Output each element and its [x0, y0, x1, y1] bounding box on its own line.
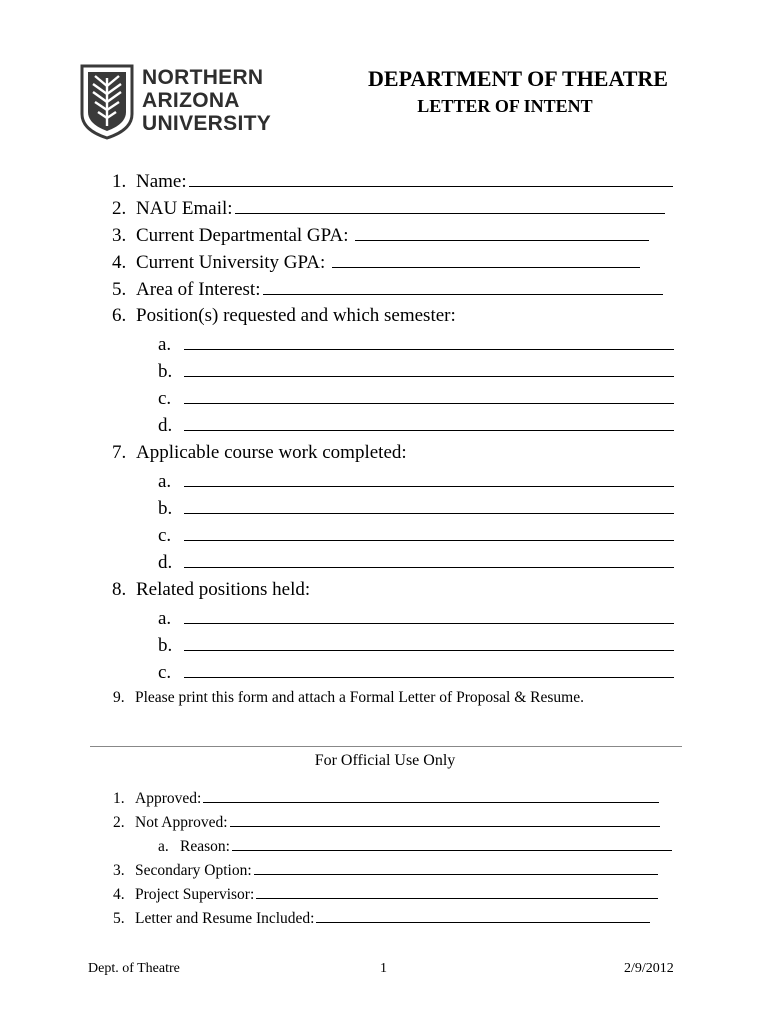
related-line-b: b. — [158, 634, 674, 657]
official-item-approved: 1. Approved: — [113, 789, 659, 808]
related-field-a[interactable] — [184, 607, 674, 624]
positions-field-b[interactable] — [184, 360, 674, 377]
positions-line-b: b. — [158, 360, 674, 383]
nau-logo — [80, 64, 300, 140]
footer-page-number: 1 — [380, 961, 387, 976]
positions-field-d[interactable] — [184, 414, 674, 431]
form-item-coursework: 7. Applicable course work completed: — [112, 442, 407, 463]
official-item-reason: a. Reason: — [158, 837, 672, 856]
related-line-a: a. — [158, 607, 674, 630]
name-field[interactable] — [189, 170, 673, 187]
official-item-secondary: 3. Secondary Option: — [113, 861, 658, 880]
form-item-positions: 6. Position(s) requested and which semester: — [112, 305, 456, 326]
coursework-field-b[interactable] — [184, 497, 674, 514]
form-item-email: 2. NAU Email: — [112, 197, 665, 220]
secondary-option-field[interactable] — [254, 861, 658, 875]
positions-line-c: c. — [158, 387, 674, 410]
official-item-not-approved: 2. Not Approved: — [113, 813, 660, 832]
form-item-name: 1. Name: — [112, 170, 673, 193]
positions-field-a[interactable] — [184, 333, 674, 350]
coursework-line-a: a. — [158, 470, 674, 493]
official-item-supervisor: 4. Project Supervisor: — [113, 885, 658, 904]
nau-wordmark: NORTHERN ARIZONA UNIVERSITY — [142, 66, 272, 135]
positions-field-c[interactable] — [184, 387, 674, 404]
official-item-letter-resume: 5. Letter and Resume Included: — [113, 909, 650, 928]
form-item-univ-gpa: 4. Current University GPA: — [112, 251, 640, 274]
coursework-line-b: b. — [158, 497, 674, 520]
footer-date: 2/9/2012 — [624, 961, 674, 976]
section-divider — [90, 746, 682, 747]
not-approved-field[interactable] — [230, 813, 660, 827]
footer-dept: Dept. of Theatre — [88, 961, 180, 976]
coursework-field-c[interactable] — [184, 524, 674, 541]
related-field-b[interactable] — [184, 634, 674, 651]
related-line-c: c. — [158, 661, 674, 684]
positions-line-a: a. — [158, 333, 674, 356]
related-field-c[interactable] — [184, 661, 674, 678]
nau-shield-icon — [80, 64, 134, 140]
positions-line-d: d. — [158, 414, 674, 437]
official-use-heading: For Official Use Only — [314, 752, 456, 769]
coursework-field-a[interactable] — [184, 470, 674, 487]
approved-field[interactable] — [203, 789, 659, 803]
letter-resume-field[interactable] — [316, 909, 650, 923]
form-item-area: 5. Area of Interest: — [112, 278, 663, 301]
email-field[interactable] — [235, 197, 665, 214]
coursework-line-d: d. — [158, 551, 674, 574]
project-supervisor-field[interactable] — [256, 885, 658, 899]
form-item-dept-gpa: 3. Current Departmental GPA: — [112, 224, 649, 247]
coursework-line-c: c. — [158, 524, 674, 547]
document-subtitle: LETTER OF INTENT — [417, 96, 593, 116]
document-title: DEPARTMENT OF THEATRE — [368, 66, 668, 91]
reason-field[interactable] — [232, 837, 672, 851]
coursework-field-d[interactable] — [184, 551, 674, 568]
dept-gpa-field[interactable] — [355, 224, 649, 241]
area-of-interest-field[interactable] — [263, 278, 663, 295]
form-item-related: 8. Related positions held: — [112, 579, 311, 600]
form-item-instructions: 9. Please print this form and attach a Formal Letter of Proposal & Resume. — [113, 689, 584, 706]
univ-gpa-field[interactable] — [332, 251, 640, 268]
